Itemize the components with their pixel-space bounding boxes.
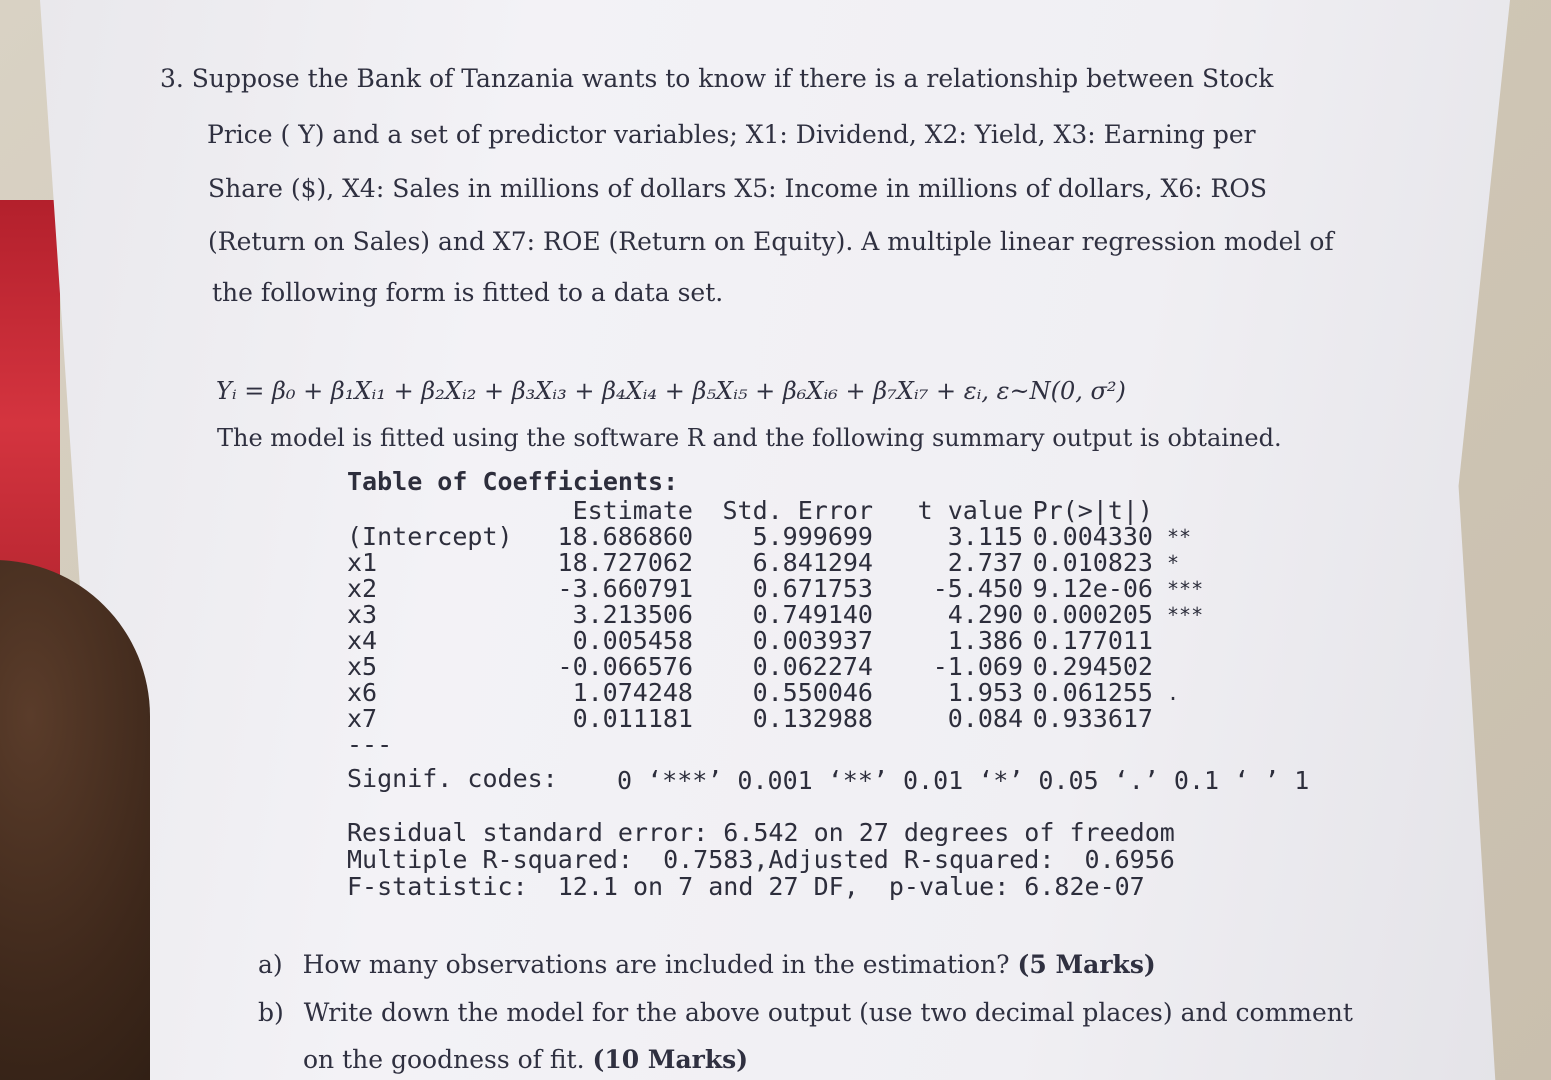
- part-a-marks: (5 Marks): [1017, 950, 1156, 979]
- cell-t-value: -5.450: [932, 574, 1023, 603]
- cell-std-error: 0.132988: [752, 704, 873, 733]
- header-std-error: Std. Error: [722, 496, 873, 525]
- part-b-text-2: on the goodness of fit.: [303, 1045, 585, 1074]
- fit-sentence: The model is fitted using the software R and the following summary output is obtained.: [217, 424, 1282, 452]
- header-t-value: t value: [917, 496, 1023, 525]
- cell-term: x2: [347, 574, 378, 603]
- cell-t-value: 2.737: [947, 548, 1023, 577]
- part-a: [258, 950, 1156, 979]
- cell-term: x5: [347, 652, 378, 681]
- cell-std-error: 5.999699: [752, 522, 873, 551]
- table-row: [347, 706, 1237, 732]
- header-signif: [1153, 498, 1237, 524]
- question-line-5: the following form is fitted to a data set.: [212, 278, 724, 307]
- cell-t-value: 3.115: [947, 522, 1023, 551]
- part-b-text: Write down the model for the above output (use two decimal places) and comment: [303, 998, 1353, 1027]
- header-term: [347, 498, 547, 524]
- cell-term: x4: [347, 626, 378, 655]
- cell-p-value: 0.294502: [1032, 652, 1153, 681]
- cell-std-error: 0.749140: [752, 600, 873, 629]
- cell-term: x3: [347, 600, 378, 629]
- question-line-1: 3. Suppose the Bank of Tanzania wants to know if there is a relationship between Stock: [160, 64, 1274, 93]
- header-p-value: Pr(>|t|): [1032, 496, 1153, 525]
- cell-std-error: 6.841294: [752, 548, 873, 577]
- part-a-text: How many observations are included in the estimation?: [302, 950, 1010, 979]
- cell-p-value: 9.12e-06: [1032, 574, 1153, 603]
- table-row: [347, 524, 1237, 550]
- cell-p-value: 0.004330: [1032, 522, 1153, 551]
- signif-codes: 0 ‘***’ 0.001 ‘**’ 0.01 ‘*’ 0.05 ‘.’ 0.1 ‘ ’ 1: [617, 766, 1310, 795]
- part-b-line-2: [303, 1045, 748, 1074]
- f-statistic-line: F-statistic: 12.1 on 7 and 27 DF, p-value: 6.82e-07: [347, 872, 1145, 901]
- cell-estimate: 1.074248: [572, 678, 693, 707]
- cell-p-value: 0.000205: [1032, 600, 1153, 629]
- table-row: [347, 602, 1237, 628]
- table-row: [347, 550, 1237, 576]
- cell-std-error: 0.550046: [752, 678, 873, 707]
- cell-estimate: -3.660791: [557, 574, 693, 603]
- cell-estimate: 0.011181: [572, 704, 693, 733]
- cell-term: x7: [347, 704, 378, 733]
- r-squared-line: Multiple R-squared: 0.7583,Adjusted R-squared: 0.6956: [347, 845, 1175, 874]
- table-row: [347, 654, 1237, 680]
- cell-estimate: 0.005458: [572, 626, 693, 655]
- question-line-2: Price ( Y) and a set of predictor variables; X1: Dividend, X2: Yield, X3: Earning per: [207, 120, 1256, 149]
- cell-p-value: 0.061255: [1032, 678, 1153, 707]
- cell-p-value: 0.010823: [1032, 548, 1153, 577]
- thumb-holding-paper: [0, 560, 150, 1080]
- cell-t-value: 1.953: [947, 678, 1023, 707]
- table-title: Table of Coefficients:: [347, 467, 679, 496]
- cell-term: x1: [347, 548, 378, 577]
- cell-t-value: 1.386: [947, 626, 1023, 655]
- question-line-3: Share ($), X4: Sales in millions of dollars X5: Income in millions of dollars, X6: ROS: [208, 174, 1267, 203]
- part-a-label: a): [258, 950, 283, 979]
- cell-estimate: 18.727062: [557, 548, 693, 577]
- cell-signif: .: [1167, 681, 1180, 705]
- cell-term: x6: [347, 678, 378, 707]
- question-line-4: (Return on Sales) and X7: ROE (Return on Equity). A multiple linear regression model of: [208, 227, 1334, 256]
- table-row: [347, 680, 1237, 706]
- cell-signif: [1153, 706, 1237, 732]
- table-row: [347, 576, 1237, 602]
- model-equation: Yᵢ = β₀ + β₁Xᵢ₁ + β₂Xᵢ₂ + β₃Xᵢ₃ + β₄Xᵢ₄ + β₅Xᵢ₅ + β₆Xᵢ₆ + β₇Xᵢ₇ + εᵢ, ε~N(0, σ²): [216, 377, 1126, 405]
- part-b-line-1: [258, 998, 1353, 1027]
- cell-signif: [1153, 628, 1237, 654]
- cell-std-error: 0.671753: [752, 574, 873, 603]
- cell-p-value: 0.177011: [1032, 626, 1153, 655]
- table-header-row: [347, 498, 1237, 524]
- residual-se-line: Residual standard error: 6.542 on 27 degrees of freedom: [347, 818, 1175, 847]
- coefficients-table: [347, 498, 1237, 732]
- cell-estimate: -0.066576: [557, 652, 693, 681]
- cell-estimate: 18.686860: [557, 522, 693, 551]
- header-estimate: Estimate: [572, 496, 693, 525]
- cell-t-value: -1.069: [932, 652, 1023, 681]
- cell-signif: *: [1167, 551, 1180, 575]
- cell-signif: ***: [1167, 603, 1204, 627]
- cell-p-value: 0.933617: [1032, 704, 1153, 733]
- cell-t-value: 4.290: [947, 600, 1023, 629]
- cell-std-error: 0.062274: [752, 652, 873, 681]
- part-b-label: b): [258, 998, 284, 1027]
- part-b-marks: (10 Marks): [592, 1045, 749, 1074]
- cell-signif: [1153, 654, 1237, 680]
- signif-label: Signif. codes:: [347, 764, 558, 793]
- table-row: [347, 628, 1237, 654]
- cell-term: (Intercept): [347, 522, 513, 551]
- cell-signif: ***: [1167, 577, 1204, 601]
- cell-t-value: 0.084: [947, 704, 1023, 733]
- cell-std-error: 0.003937: [752, 626, 873, 655]
- cell-signif: **: [1167, 525, 1192, 549]
- separator-line: ---: [347, 730, 393, 759]
- cell-estimate: 3.213506: [572, 600, 693, 629]
